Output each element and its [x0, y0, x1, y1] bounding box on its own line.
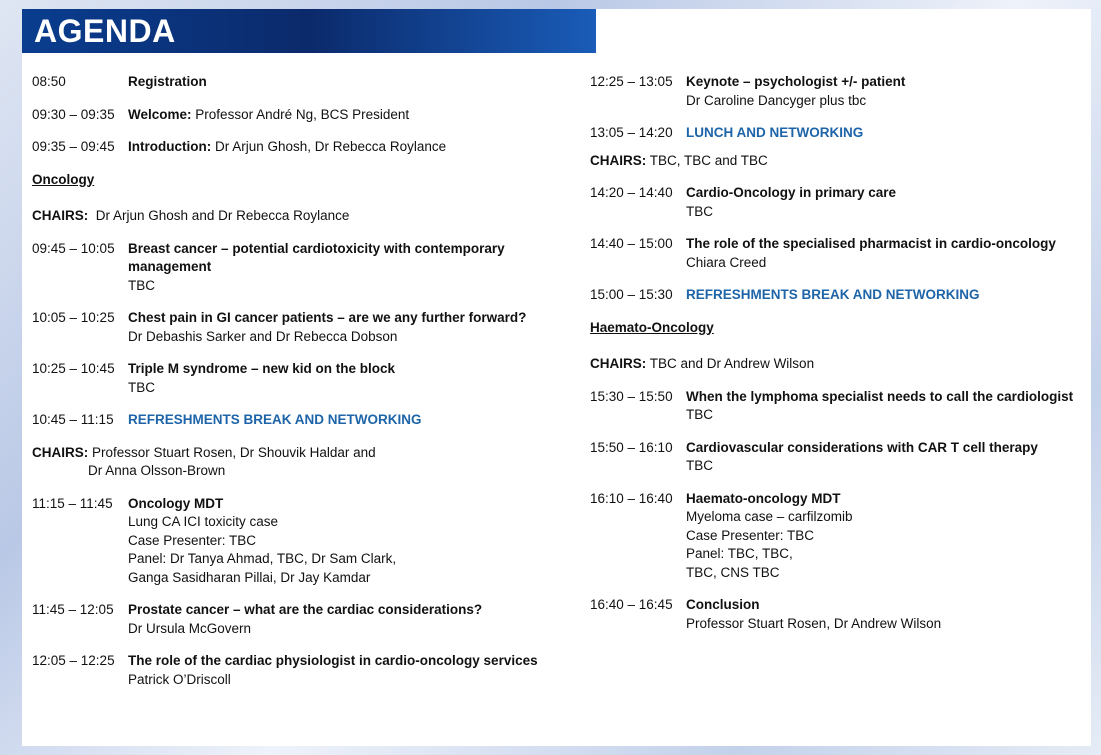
agenda-item-prostate [32, 601, 552, 638]
item-line: Case Presenter: TBC [686, 527, 815, 543]
item-time: 12:05 – 12:25 [32, 653, 115, 668]
agenda-item-introduction [32, 138, 552, 157]
left-column [32, 73, 552, 689]
item-speaker: Chiara Creed [686, 254, 767, 270]
item-speaker: TBC [128, 277, 155, 293]
item-title: Conclusion [686, 597, 760, 612]
chairs-text-line2: Dr Anna Olsson-Brown [88, 463, 226, 478]
chairs-label: CHAIRS: [32, 208, 89, 223]
section-heading-haemato-oncology: Haemato-Oncology [590, 319, 714, 335]
item-line: Lung CA ICI toxicity case [128, 514, 279, 529]
agenda-item-conclusion [590, 596, 1080, 633]
item-title: The role of the cardiac physiologist in cardio-oncology services [128, 653, 538, 668]
item-title: Keynote – psychologist +/- patient [686, 74, 906, 89]
chairs-afternoon [590, 152, 1080, 171]
agenda-item-chest-pain [32, 309, 552, 346]
item-title: Prostate cancer – what are the cardiac considerations? [128, 602, 483, 617]
item-time: 09:30 – 09:35 [32, 106, 115, 122]
item-time: 10:25 – 10:45 [32, 361, 115, 376]
item-time: 15:30 – 15:50 [590, 388, 673, 404]
agenda-item-pharmacist [590, 235, 1080, 272]
item-time: 15:50 – 16:10 [590, 439, 673, 455]
agenda-item-triple-m [32, 360, 552, 397]
item-time: 13:05 – 14:20 [590, 125, 673, 140]
item-speaker: TBC [686, 458, 713, 473]
item-title: Cardiovascular considerations with CAR T cell therapy [686, 439, 1038, 455]
chairs-text: TBC, TBC and TBC [649, 152, 768, 168]
item-title: The role of the specialised pharmacist in cardio-oncology [686, 236, 1056, 251]
section-heading-oncology: Oncology [32, 171, 95, 187]
item-text: Professor André Ng, BCS President [195, 106, 410, 122]
item-time: 14:20 – 14:40 [590, 185, 673, 200]
agenda-item-break-2 [590, 286, 1080, 305]
item-time: 15:00 – 15:30 [590, 287, 673, 302]
item-line: Case Presenter: TBC [128, 532, 257, 548]
item-text: Dr Arjun Ghosh, Dr Rebecca Roylance [215, 139, 447, 154]
item-title: Triple M syndrome – new kid on the block [128, 361, 396, 376]
item-title: REFRESHMENTS BREAK AND NETWORKING [686, 287, 980, 302]
chairs-label: CHAIRS: [590, 152, 647, 168]
item-time: 11:15 – 11:45 [32, 495, 113, 511]
agenda-item-car-t [590, 439, 1080, 476]
item-time: 14:40 – 15:00 [590, 236, 673, 251]
item-label: Welcome: [128, 106, 192, 122]
agenda-item-welcome [32, 106, 552, 125]
item-time: 09:35 – 09:45 [32, 139, 115, 154]
chairs-session-2 [32, 444, 552, 481]
agenda-item-primary-care [590, 184, 1080, 221]
agenda-item-keynote [590, 73, 1080, 110]
item-title: REFRESHMENTS BREAK AND NETWORKING [128, 412, 422, 427]
item-time: 09:45 – 10:05 [32, 240, 115, 256]
item-title: Registration [128, 74, 207, 89]
agenda-page [22, 9, 1091, 746]
agenda-item-lymphoma [590, 388, 1080, 425]
chairs-haemato [590, 355, 1080, 374]
right-column [590, 73, 1080, 633]
item-time: 16:10 – 16:40 [590, 490, 673, 506]
item-speaker: Dr Debashis Sarker and Dr Rebecca Dobson [128, 328, 398, 344]
item-title: Haemato-oncology MDT [686, 490, 841, 506]
agenda-item-cardiac-physiologist [32, 652, 552, 689]
item-line: TBC, CNS TBC [686, 564, 780, 580]
agenda-item-haemato-mdt [590, 490, 1080, 583]
item-line: Panel: TBC, TBC, [686, 546, 793, 561]
item-time: 08:50 [32, 74, 66, 89]
agenda-banner [22, 9, 596, 53]
agenda-item-registration [32, 73, 552, 92]
agenda-title: AGENDA [34, 13, 176, 49]
chairs-label: CHAIRS: [590, 356, 647, 371]
agenda-item-oncology-mdt [32, 495, 552, 588]
agenda-item-break-1 [32, 411, 552, 430]
item-title: LUNCH AND NETWORKING [686, 125, 864, 140]
item-time: 11:45 – 12:05 [32, 602, 114, 617]
item-speaker: TBC [686, 203, 713, 219]
chairs-label: CHAIRS: [32, 444, 89, 460]
chairs-text: TBC and Dr Andrew Wilson [649, 356, 815, 371]
item-label: Introduction: [128, 139, 212, 154]
chairs-oncology [32, 207, 552, 226]
item-line: Ganga Sasidharan Pillai, Dr Jay Kamdar [128, 569, 371, 585]
item-time: 12:25 – 13:05 [590, 74, 673, 89]
item-title: Breast cancer – potential cardiotoxicity with contemporary management [128, 240, 505, 274]
item-title: When the lymphoma specialist needs to call the cardiologist [686, 388, 1074, 404]
item-time: 10:05 – 10:25 [32, 310, 115, 325]
agenda-item-lunch [590, 124, 1080, 143]
item-line: Myeloma case – carfilzomib [686, 509, 853, 524]
item-speaker: TBC [128, 379, 155, 395]
chairs-text: Dr Arjun Ghosh and Dr Rebecca Roylance [95, 208, 350, 223]
item-time: 10:45 – 11:15 [32, 412, 114, 427]
item-speaker: TBC [686, 407, 713, 422]
item-title: Cardio-Oncology in primary care [686, 185, 897, 200]
agenda-item-breast-cancer [32, 240, 552, 296]
item-time: 16:40 – 16:45 [590, 597, 673, 612]
item-speaker: Patrick O’Driscoll [128, 671, 231, 687]
item-speaker: Dr Caroline Dancyger plus tbc [686, 92, 867, 108]
chairs-text-line1: Professor Stuart Rosen, Dr Shouvik Haldar and [92, 444, 376, 460]
item-speaker: Dr Ursula McGovern [128, 620, 252, 636]
item-speaker: Professor Stuart Rosen, Dr Andrew Wilson [686, 615, 942, 631]
item-title: Chest pain in GI cancer patients – are we any further forward? [128, 310, 527, 325]
item-title: Oncology MDT [128, 495, 224, 511]
item-line: Panel: Dr Tanya Ahmad, TBC, Dr Sam Clark, [128, 551, 397, 566]
